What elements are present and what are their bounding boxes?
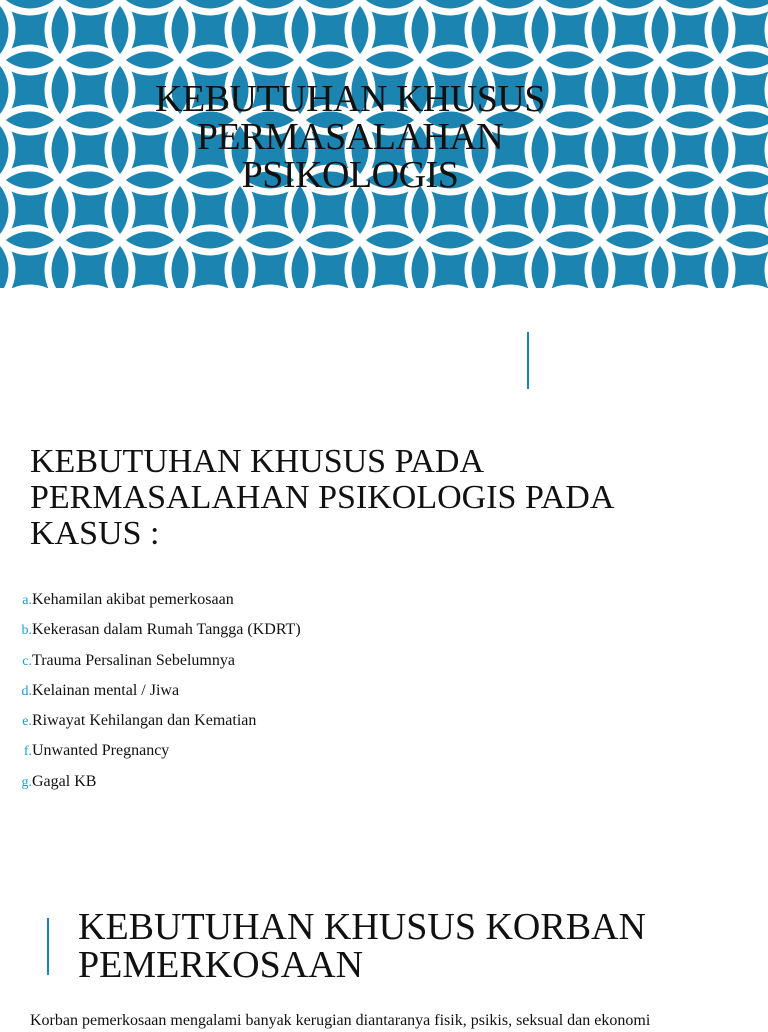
- victim-needs-paragraph: Korban pemerkosaan mengalami banyak kerugian diantaranya fisik, psikis, seksual dan ekonomi: [30, 1012, 651, 1029]
- list-item-text: Kelainan mental / Jiwa: [32, 681, 180, 699]
- cases-list: [14, 588, 301, 800]
- list-item: [14, 770, 301, 800]
- accent-divider: [527, 332, 529, 389]
- accent-divider: [47, 918, 49, 975]
- victim-needs-heading: KEBUTUHAN KHUSUS KORBAN PEMERKOSAAN: [78, 906, 646, 986]
- list-item: [14, 588, 301, 618]
- list-marker: a.: [22, 593, 32, 608]
- list-marker: d.: [21, 683, 32, 699]
- list-marker: f.: [23, 744, 32, 760]
- list-item-text: Riwayat Kehilangan dan Kematian: [32, 712, 257, 730]
- title-slide: [0, 0, 768, 288]
- list-marker: b.: [21, 623, 32, 639]
- list-item: [14, 709, 301, 739]
- list-item: [14, 649, 301, 679]
- list-marker: e.: [22, 714, 32, 730]
- list-item-text: Unwanted Pregnancy: [32, 742, 170, 760]
- list-item-text: Kekerasan dalam Rumah Tangga (KDRT): [32, 621, 301, 639]
- title-slide-heading: KEBUTUHAN KHUSUS PERMASALAHAN PSIKOLOGIS: [155, 78, 545, 196]
- list-item: [14, 679, 301, 709]
- list-item: [14, 618, 301, 648]
- list-marker: g.: [21, 774, 32, 790]
- list-item-text: Kehamilan akibat pemerkosaan: [32, 591, 234, 608]
- list-item-text: Trauma Persalinan Sebelumnya: [32, 651, 235, 669]
- list-item-text: Gagal KB: [32, 772, 97, 790]
- cases-heading: KEBUTUHAN KHUSUS PADA PERMASALAHAN PSIKOLOGIS PADA KASUS :: [30, 443, 615, 552]
- list-marker: c.: [22, 653, 32, 669]
- list-item: [14, 739, 301, 769]
